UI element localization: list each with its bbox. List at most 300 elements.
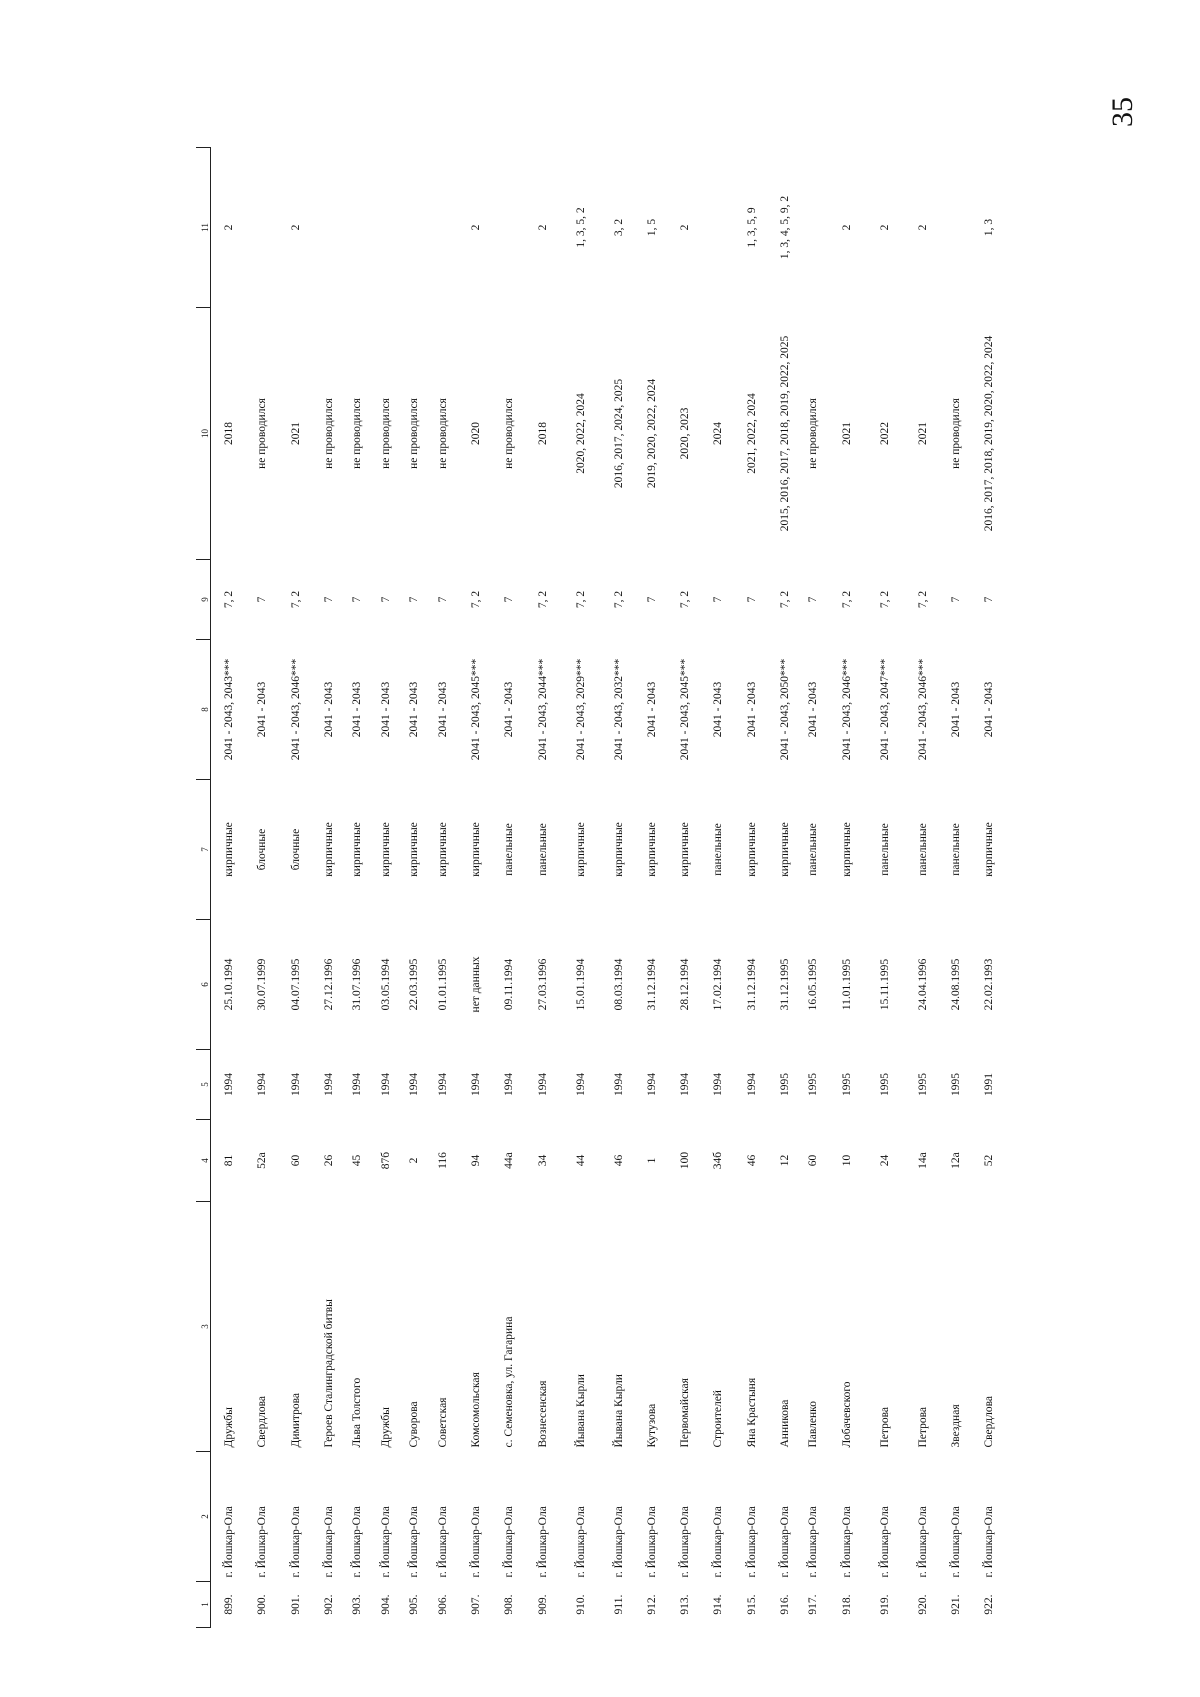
date-cell: 15.11.1995: [878, 958, 891, 1011]
year-cell: 1994: [470, 1073, 483, 1096]
repair-years-cell: 2021, 2022, 2024: [745, 393, 758, 474]
year-cell: 1995: [949, 1073, 962, 1096]
wall-material-cell: панельные: [807, 823, 820, 876]
col9-cell: 7, 2: [574, 590, 587, 609]
works-codes-cell: 2: [289, 224, 302, 231]
city-cell: г. Йошкар-Ола: [807, 1506, 820, 1578]
repair-period-cell: 2041 - 2043: [712, 681, 725, 738]
works-codes-cell: [344, 148, 373, 308]
wall-material-cell: панельные: [503, 823, 516, 876]
wall-material-cell: кирпичные: [840, 822, 853, 877]
street-cell: Первомайская: [679, 1378, 692, 1448]
table-row: [496, 148, 525, 1628]
year-cell: 1995: [878, 1073, 891, 1096]
year-cell: 1995: [840, 1073, 853, 1096]
city-cell: г. Йошкар-Ола: [679, 1506, 692, 1578]
col9-cell: 7: [408, 596, 421, 603]
table-row: [429, 148, 458, 1628]
header-col-1: 1: [196, 1582, 211, 1628]
house-number-cell: 14а: [916, 1152, 929, 1169]
date-cell: 25.10.1994: [223, 958, 236, 1011]
date-cell: 17.02.1994: [712, 958, 725, 1011]
repair-period-cell: 2041 - 2043: [983, 681, 996, 738]
works-codes-cell: 1, 3, 5, 2: [574, 207, 587, 248]
col9-cell: 7: [745, 596, 758, 603]
date-cell: 03.05.1994: [379, 958, 392, 1011]
table-row: [800, 148, 829, 1628]
repair-period-cell: 2041 - 2043: [408, 681, 421, 738]
row-number: 907.: [470, 1594, 483, 1615]
table-row: [866, 148, 904, 1628]
works-codes-cell: [705, 148, 734, 308]
works-codes-cell: 3, 2: [612, 218, 625, 237]
repair-years-cell: 2021: [289, 422, 302, 445]
repair-period-cell: 2041 - 2043, 2046***: [916, 658, 929, 761]
works-codes-cell: [372, 148, 401, 308]
house-number-cell: 94: [470, 1154, 483, 1167]
repair-years-cell: не проводился: [807, 398, 820, 469]
repair-years-cell: не проводился: [503, 398, 516, 469]
col9-cell: 7: [379, 596, 392, 603]
repair-years-cell: 2016, 2017, 2024, 2025: [612, 378, 625, 489]
house-number-cell: 34б: [712, 1151, 725, 1170]
repair-period-cell: 2041 - 2043, 2045***: [470, 658, 483, 761]
col9-cell: 7: [807, 596, 820, 603]
table-row: [705, 148, 734, 1628]
works-codes-cell: 2: [878, 224, 891, 231]
repair-period-cell: 2041 - 2043, 2029***: [574, 658, 587, 761]
works-codes-cell: 1, 3, 4, 5, 9, 2: [778, 195, 791, 260]
street-cell: Комсомольская: [470, 1372, 483, 1448]
row-number: 921.: [949, 1594, 962, 1615]
date-cell: 04.07.1995: [289, 958, 302, 1011]
table-row: [401, 148, 430, 1628]
housing-table: [196, 147, 1009, 1628]
col9-cell: 7, 2: [536, 590, 549, 609]
table-body: [211, 148, 1009, 1628]
wall-material-cell: кирпичные: [745, 822, 758, 877]
repair-period-cell: 2041 - 2043, 2043***: [223, 658, 236, 761]
repair-years-cell: 2016, 2017, 2018, 2019, 2020, 2022, 2024: [983, 335, 996, 532]
works-codes-cell: 2: [470, 224, 483, 231]
works-codes-cell: 2: [840, 224, 853, 231]
city-cell: г. Йошкар-Ола: [223, 1506, 236, 1578]
table-row: [771, 148, 800, 1628]
date-cell: 27.03.1996: [536, 958, 549, 1011]
row-number: 900.: [256, 1594, 269, 1615]
works-codes-cell: [800, 148, 829, 308]
city-cell: г. Йошкар-Ола: [645, 1506, 658, 1578]
date-cell: 09.11.1994: [503, 958, 516, 1011]
works-codes-cell: [401, 148, 430, 308]
header-col-3: 3: [196, 1202, 211, 1452]
col9-cell: 7, 2: [223, 590, 236, 609]
header-col-9: 9: [196, 560, 211, 640]
year-cell: 1994: [436, 1073, 449, 1096]
table-row: [562, 148, 600, 1628]
repair-period-cell: 2041 - 2043, 2032***: [612, 658, 625, 761]
year-cell: 1994: [712, 1073, 725, 1096]
house-number-cell: 116: [436, 1152, 449, 1169]
street-cell: Строителей: [712, 1390, 725, 1448]
street-cell: Вознесенская: [536, 1380, 549, 1448]
header-col-6: 6: [196, 920, 211, 1050]
table-row: [667, 148, 705, 1628]
street-cell: Лобачевского: [840, 1381, 853, 1448]
street-cell: Петрова: [916, 1407, 929, 1448]
col9-cell: 7: [645, 596, 658, 603]
street-cell: Яна Крастыня: [745, 1377, 758, 1448]
street-cell: Павленко: [807, 1401, 820, 1448]
city-cell: г. Йошкар-Ола: [436, 1506, 449, 1578]
year-cell: 1994: [351, 1073, 364, 1096]
date-cell: 30.07.1999: [256, 958, 269, 1011]
repair-period-cell: 2041 - 2043: [645, 681, 658, 738]
repair-period-cell: 2041 - 2043: [379, 681, 392, 738]
house-number-cell: 100: [679, 1151, 692, 1170]
row-number: 914.: [712, 1594, 725, 1615]
house-number-cell: 10: [840, 1154, 853, 1167]
date-cell: 27.12.1996: [322, 958, 335, 1011]
table-row: [904, 148, 942, 1628]
repair-years-cell: 2018: [536, 422, 549, 445]
city-cell: г. Йошкар-Ола: [536, 1506, 549, 1578]
date-cell: 24.04.1996: [916, 958, 929, 1011]
row-number: 916.: [778, 1594, 791, 1615]
row-number: 911.: [612, 1594, 625, 1615]
row-number: 901.: [289, 1594, 302, 1615]
header-col-10: 10: [196, 308, 211, 560]
city-cell: г. Йошкар-Ола: [778, 1506, 791, 1578]
wall-material-cell: кирпичные: [223, 822, 236, 877]
city-cell: г. Йошкар-Ола: [256, 1506, 269, 1578]
works-codes-cell: [942, 148, 971, 308]
header-col-2: 2: [196, 1452, 211, 1582]
wall-material-cell: кирпичные: [470, 822, 483, 877]
city-cell: г. Йошкар-Ола: [745, 1506, 758, 1578]
table-row: [372, 148, 401, 1628]
date-cell: 22.02.1993: [983, 958, 996, 1011]
wall-material-cell: кирпичные: [322, 822, 335, 877]
table-row: [942, 148, 971, 1628]
year-cell: 1994: [408, 1073, 421, 1096]
city-cell: г. Йошкар-Ола: [916, 1506, 929, 1578]
house-number-cell: 12а: [949, 1152, 962, 1169]
city-cell: г. Йошкар-Ола: [712, 1506, 725, 1578]
street-cell: Героев Сталинградской битвы: [322, 1299, 335, 1448]
table-row: [600, 148, 638, 1628]
city-cell: г. Йошкар-Ола: [351, 1506, 364, 1578]
repair-years-cell: 2021: [840, 422, 853, 445]
repair-period-cell: 2041 - 2043: [807, 681, 820, 738]
col9-cell: 7: [983, 596, 996, 603]
wall-material-cell: панельные: [536, 823, 549, 876]
row-number: 899.: [223, 1594, 236, 1615]
repair-years-cell: не проводился: [379, 398, 392, 469]
wall-material-cell: блочные: [289, 828, 302, 871]
year-cell: 1994: [289, 1073, 302, 1096]
repair-period-cell: 2041 - 2043: [322, 681, 335, 738]
col9-cell: 7, 2: [778, 590, 791, 609]
year-cell: 1994: [574, 1073, 587, 1096]
city-cell: г. Йошкар-Ола: [878, 1506, 891, 1578]
works-codes-cell: 1, 3, 5, 9: [745, 207, 758, 248]
street-cell: Анникова: [778, 1399, 791, 1448]
date-cell: 01.01.1995: [436, 958, 449, 1011]
wall-material-cell: кирпичные: [436, 822, 449, 877]
col9-cell: 7, 2: [916, 590, 929, 609]
row-number: 912.: [645, 1594, 658, 1615]
table-row: [638, 148, 667, 1628]
row-number: 915.: [745, 1594, 758, 1615]
house-number-cell: 52а: [256, 1152, 269, 1169]
col9-cell: 7, 2: [679, 590, 692, 609]
row-number: 918.: [840, 1594, 853, 1615]
repair-years-cell: 2024: [712, 422, 725, 445]
house-number-cell: 24: [878, 1154, 891, 1167]
works-codes-cell: [315, 148, 344, 308]
page-number: 35: [1106, 97, 1139, 127]
wall-material-cell: панельные: [916, 823, 929, 876]
table-row: [249, 148, 278, 1628]
col9-cell: 7: [503, 596, 516, 603]
col9-cell: 7, 2: [289, 590, 302, 609]
header-col-7: 7: [196, 780, 211, 920]
header-col-11: 11: [196, 148, 211, 308]
header-row: [196, 148, 211, 1628]
works-codes-cell: 1, 5: [645, 218, 658, 237]
house-number-cell: 45: [351, 1154, 364, 1167]
col9-cell: 7: [351, 596, 364, 603]
year-cell: 1994: [612, 1073, 625, 1096]
house-number-cell: 46: [612, 1154, 625, 1167]
date-cell: 08.03.1994: [612, 958, 625, 1011]
works-codes-cell: 2: [916, 224, 929, 231]
wall-material-cell: панельные: [712, 823, 725, 876]
date-cell: 24.08.1995: [949, 958, 962, 1011]
repair-years-cell: не проводился: [436, 398, 449, 469]
street-cell: Свердлова: [256, 1396, 269, 1448]
house-number-cell: 87б: [379, 1151, 392, 1170]
street-cell: Димитрова: [289, 1393, 302, 1448]
repair-period-cell: 2041 - 2043, 2045***: [679, 658, 692, 761]
house-number-cell: 1: [645, 1157, 658, 1164]
date-cell: 31.07.1996: [351, 958, 364, 1011]
repair-years-cell: 2018: [223, 422, 236, 445]
table-row: [344, 148, 373, 1628]
repair-period-cell: 2041 - 2043, 2044***: [536, 658, 549, 761]
row-number: 908.: [503, 1594, 516, 1615]
street-cell: Свердлова: [983, 1396, 996, 1448]
col9-cell: 7, 2: [470, 590, 483, 609]
house-number-cell: 46: [745, 1154, 758, 1167]
repair-period-cell: 2041 - 2043, 2047***: [878, 658, 891, 761]
street-cell: Советская: [436, 1397, 449, 1448]
street-cell: Суворова: [408, 1401, 421, 1448]
works-codes-cell: 2: [223, 224, 236, 231]
table-header: [196, 148, 211, 1628]
repair-years-cell: не проводился: [351, 398, 364, 469]
city-cell: г. Йошкар-Ола: [470, 1506, 483, 1578]
repair-years-cell: 2020, 2022, 2024: [574, 393, 587, 474]
city-cell: г. Йошкар-Ола: [574, 1506, 587, 1578]
table-row: [828, 148, 866, 1628]
year-cell: 1994: [745, 1073, 758, 1096]
table-row: [971, 148, 1009, 1628]
row-number: 903.: [351, 1594, 364, 1615]
repair-years-cell: не проводился: [322, 398, 335, 469]
table-row: [211, 148, 249, 1628]
year-cell: 1995: [778, 1073, 791, 1096]
year-cell: 1994: [223, 1073, 236, 1096]
row-number: 904.: [379, 1594, 392, 1615]
repair-period-cell: 2041 - 2043, 2050***: [778, 658, 791, 761]
table-row: [458, 148, 496, 1628]
works-codes-cell: [496, 148, 525, 308]
city-cell: г. Йошкар-Ола: [612, 1506, 625, 1578]
header-col-5: 5: [196, 1050, 211, 1120]
date-cell: 15.01.1994: [574, 958, 587, 1011]
wall-material-cell: кирпичные: [645, 822, 658, 877]
row-number: 902.: [322, 1594, 335, 1615]
works-codes-cell: 2: [679, 224, 692, 231]
wall-material-cell: блочные: [256, 828, 269, 871]
street-cell: Дружбы: [223, 1407, 236, 1448]
repair-years-cell: 2020, 2023: [679, 407, 692, 460]
year-cell: 1991: [983, 1073, 996, 1096]
house-number-cell: 44а: [503, 1152, 516, 1169]
repair-period-cell: 2041 - 2043, 2046***: [289, 658, 302, 761]
repair-period-cell: 2041 - 2043: [256, 681, 269, 738]
house-number-cell: 34: [536, 1154, 549, 1167]
date-cell: 16.05.1995: [807, 958, 820, 1011]
wall-material-cell: кирпичные: [351, 822, 364, 877]
works-codes-cell: [429, 148, 458, 308]
year-cell: 1994: [322, 1073, 335, 1096]
table-row: [277, 148, 315, 1628]
wall-material-cell: панельные: [949, 823, 962, 876]
table-row: [524, 148, 562, 1628]
repair-years-cell: не проводился: [949, 398, 962, 469]
repair-period-cell: 2041 - 2043: [503, 681, 516, 738]
col9-cell: 7: [949, 596, 962, 603]
house-number-cell: 81: [223, 1154, 236, 1167]
house-number-cell: 60: [289, 1154, 302, 1167]
repair-years-cell: 2020: [470, 422, 483, 445]
header-col-4: 4: [196, 1120, 211, 1202]
col9-cell: 7, 2: [840, 590, 853, 609]
works-codes-cell: 2: [536, 224, 549, 231]
city-cell: г. Йошкар-Ола: [289, 1506, 302, 1578]
col9-cell: 7, 2: [612, 590, 625, 609]
table-row: [733, 148, 771, 1628]
row-number: 920.: [916, 1594, 929, 1615]
date-cell: нет данных: [470, 956, 483, 1013]
repair-years-cell: 2015, 2016, 2017, 2018, 2019, 2022, 2025: [778, 335, 791, 532]
repair-years-cell: не проводился: [256, 398, 269, 469]
wall-material-cell: панельные: [878, 823, 891, 876]
col9-cell: 7, 2: [878, 590, 891, 609]
works-codes-cell: [249, 148, 278, 308]
house-number-cell: 44: [574, 1154, 587, 1167]
street-cell: Петрова: [878, 1407, 891, 1448]
date-cell: 31.12.1995: [778, 958, 791, 1011]
year-cell: 1994: [379, 1073, 392, 1096]
row-number: 906.: [436, 1594, 449, 1615]
city-cell: г. Йошкар-Ола: [408, 1506, 421, 1578]
city-cell: г. Йошкар-Ола: [503, 1506, 516, 1578]
year-cell: 1995: [807, 1073, 820, 1096]
col9-cell: 7: [322, 596, 335, 603]
date-cell: 28.12.1994: [679, 958, 692, 1011]
street-cell: Льва Толстого: [351, 1377, 364, 1448]
row-number: 922.: [983, 1594, 996, 1615]
row-number: 917.: [807, 1594, 820, 1615]
house-number-cell: 52: [983, 1154, 996, 1167]
wall-material-cell: кирпичные: [983, 822, 996, 877]
table-row: [315, 148, 344, 1628]
street-cell: Звездная: [949, 1404, 962, 1448]
repair-years-cell: не проводился: [408, 398, 421, 469]
house-number-cell: 2: [408, 1157, 421, 1164]
year-cell: 1994: [256, 1073, 269, 1096]
col9-cell: 7: [712, 596, 725, 603]
wall-material-cell: кирпичные: [778, 822, 791, 877]
wall-material-cell: кирпичные: [679, 822, 692, 877]
row-number: 913.: [679, 1594, 692, 1615]
col9-cell: 7: [436, 596, 449, 603]
repair-years-cell: 2021: [916, 422, 929, 445]
row-number: 905.: [408, 1594, 421, 1615]
repair-period-cell: 2041 - 2043: [436, 681, 449, 738]
date-cell: 22.03.1995: [408, 958, 421, 1011]
date-cell: 31.12.1994: [645, 958, 658, 1011]
year-cell: 1994: [645, 1073, 658, 1096]
wall-material-cell: кирпичные: [408, 822, 421, 877]
col9-cell: 7: [256, 596, 269, 603]
street-cell: Йывана Кырли: [574, 1374, 587, 1448]
row-number: 909.: [536, 1594, 549, 1615]
year-cell: 1995: [916, 1073, 929, 1096]
repair-years-cell: 2019, 2020, 2022, 2024: [645, 378, 658, 489]
row-number: 910.: [574, 1594, 587, 1615]
year-cell: 1994: [536, 1073, 549, 1096]
wall-material-cell: кирпичные: [379, 822, 392, 877]
house-number-cell: 12: [778, 1154, 791, 1167]
city-cell: г. Йошкар-Ола: [983, 1506, 996, 1578]
row-number: 919.: [878, 1594, 891, 1615]
wall-material-cell: кирпичные: [574, 822, 587, 877]
city-cell: г. Йошкар-Ола: [379, 1506, 392, 1578]
house-number-cell: 60: [807, 1154, 820, 1167]
house-number-cell: 26: [322, 1154, 335, 1167]
wall-material-cell: кирпичные: [612, 822, 625, 877]
year-cell: 1994: [679, 1073, 692, 1096]
street-cell: Йывана Кырли: [612, 1374, 625, 1448]
works-codes-cell: 1, 3: [983, 218, 996, 237]
city-cell: г. Йошкар-Ола: [322, 1506, 335, 1578]
year-cell: 1994: [503, 1073, 516, 1096]
repair-period-cell: 2041 - 2043: [351, 681, 364, 738]
street-cell: с. Семеновка, ул. Гагарина: [503, 1316, 516, 1448]
repair-years-cell: 2022: [878, 422, 891, 445]
repair-period-cell: 2041 - 2043, 2046***: [840, 658, 853, 761]
date-cell: 11.01.1995: [840, 958, 853, 1011]
repair-period-cell: 2041 - 2043: [949, 681, 962, 738]
date-cell: 31.12.1994: [745, 958, 758, 1011]
street-cell: Дружбы: [379, 1407, 392, 1448]
repair-period-cell: 2041 - 2043: [745, 681, 758, 738]
